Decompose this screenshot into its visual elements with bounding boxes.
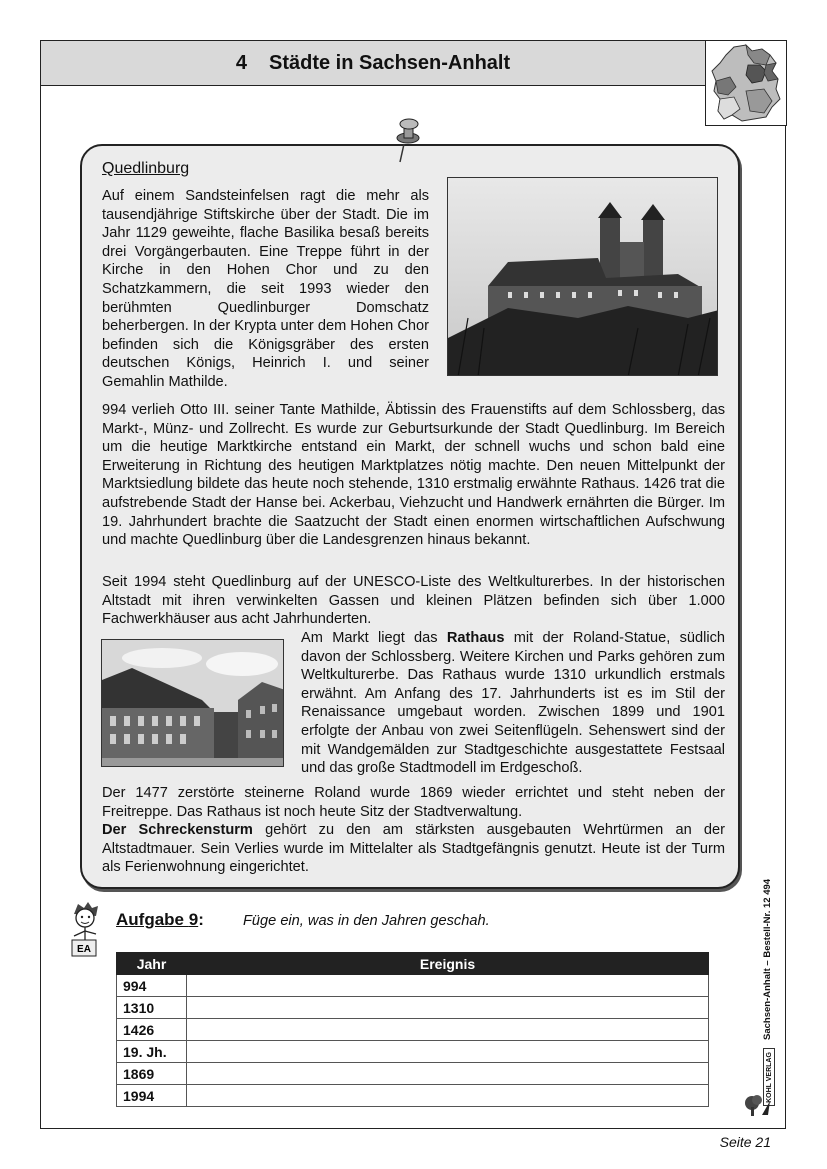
row-year: 1869 [117, 1063, 187, 1085]
table-row [117, 1085, 709, 1107]
chapter-number: 4 [235, 51, 247, 74]
task-label-text: Aufgabe [116, 910, 184, 929]
row-year: 1994 [117, 1085, 187, 1107]
header-event: Ereignis [187, 953, 709, 975]
task-instruction: Füge ein, was in den Jahren geschah. [243, 913, 490, 929]
article-paragraph-4-text: Am Markt liegt das [301, 630, 447, 646]
town-hall-photo [101, 639, 284, 767]
article-paragraph-4-rest: mit der Roland-Statue, südlich davon der Schlossberg. Weitere Kirchen und Parks gehören zum Weltkulturerbe. Das Rathaus wurde 1310 urkundlich erstmals erwähnt. Am Anfang des 17. Jahrhunderts ist es im Stil der Renaissance umgebaut worden. Zwischen 1899 und 1901 erfolgte der Anbau von zwei Seitenflügeln. Sehenswert sind der mit Wandgemälden zur Stadtgeschichte ausgestattete Festsaal und das große Stadtmodell im Erdgeschoß. [301, 630, 725, 777]
table-row [117, 1063, 709, 1085]
table-row [117, 1019, 709, 1041]
rathaus-bold: Rathaus [446, 630, 505, 646]
table-row [117, 997, 709, 1019]
avatar-badge: EA [77, 944, 91, 955]
header-year: Jahr [117, 953, 187, 975]
events-table [116, 952, 709, 1107]
task-heading [116, 910, 204, 930]
tree-logo-icon [742, 1093, 772, 1117]
article-paragraph-5: Der 1477 zerstörte steinerne Roland wurde 1869 wieder errichtet und steht neben der Freitreppe. Das Rathaus ist noch heute Sitz der Stadtverwaltung. [102, 785, 725, 820]
publisher-logo-text: KOHL VERLAG [765, 1051, 773, 1103]
article-paragraph-6-rest: gehört zu den am stärksten ausgebauten Wehrtürmen an der Altstadtmauer. Sein Verlies wurde im Mittelalter als Stadtgefängnis genutzt. Heute ist der Turm als Ferienwohnung eingerichtet. [102, 822, 725, 876]
article-heading: Quedlinburg [102, 160, 190, 177]
article-paragraph-3: Seit 1994 steht Quedlinburg auf der UNESCO-Liste des Weltkulturerbes. In der historischen Altstadt mit ihren verwinkelten Gassen und kleinen Plätzen befinden sich über 1.000 Fachwerkhäuser aus acht Jahrhunderten. [102, 574, 725, 628]
page-title: Städte in Sachsen-Anhalt [268, 51, 511, 74]
germany-map-icon [705, 40, 787, 126]
schreckensturm-bold: Der Schreckensturm [102, 822, 253, 838]
castle-photo [447, 177, 718, 376]
row-event-field[interactable] [187, 1041, 709, 1063]
task-number: 9 [188, 910, 199, 929]
row-year: 1426 [117, 1019, 187, 1041]
row-event-field[interactable] [187, 1019, 709, 1041]
table-header-row [117, 953, 709, 975]
row-year: 19. Jh. [117, 1041, 187, 1063]
article-paragraph-1: Auf einem Sandsteinfelsen ragt die mehr als tausendjährige Stiftskirche über der Stadt. Die im Jahr 1129 geweihte, flache Basilika besaß bereits drei Vorgängerbauten. Eine Treppe führt in der Kirche in den Hohen Chor und zu den Schatzkammern, die seit 1993 wieder den berühmten Quedlinburger Domschatz beherbergen. In der Krypta unter dem Hohen Chor befinden sich die Königsgräber des ersten deutschen Königs, Heinrich I. und seiner Gemahlin Mathilde. [102, 188, 429, 390]
article-paragraph-4 [301, 629, 725, 778]
task-label [116, 910, 198, 929]
row-event-field[interactable] [187, 1085, 709, 1107]
article-paragraph-2: 994 verlieh Otto III. seiner Tante Mathilde, Äbtissin des Frauenstifts auf dem Schlossberg, das Markt-, Münz- und Zollrecht. Es wurde zur Geburtsurkunde der Stadt Quedlinburg. Im Bereich um die heutige Marktkirche entstand ein Markt, der schnell wuchs und schon bald eine Erweiterung in Richtung des heutigen Marktplatzes nötig machte. Den neuen Mittelpunkt der Marktsiedlung bildete das heute noch stehende, 1310 erstmalig erwähnte Rathaus. 1426 trat die aufstrebende Stadt der Hanse bei. Ackerbau, Viehzucht und Handwerk ernährten die Bürger. Im 19. Jahrhundert brachte die Saatzucht der Stadt einen enormen wirtschaftlichen Aufschwung und machte Quedlinburg über die Landesgrenzen hinaus bekannt. [102, 402, 725, 549]
pushpin-icon [394, 114, 424, 164]
row-event-field[interactable] [187, 997, 709, 1019]
row-year: 1310 [117, 997, 187, 1019]
table-row [117, 1041, 709, 1063]
student-avatar-icon [68, 900, 102, 960]
row-event-field[interactable] [187, 1063, 709, 1085]
article-paragraph-6 [102, 821, 725, 877]
sidebar-order-text: Sachsen-Anhalt – Bestell-Nr. 12 494 [762, 878, 773, 1040]
task-colon: : [198, 910, 204, 929]
table-row [117, 975, 709, 997]
page-number: Seite 21 [719, 1134, 771, 1150]
row-event-field[interactable] [187, 975, 709, 997]
page-title-bar [40, 40, 706, 86]
row-year: 994 [117, 975, 187, 997]
